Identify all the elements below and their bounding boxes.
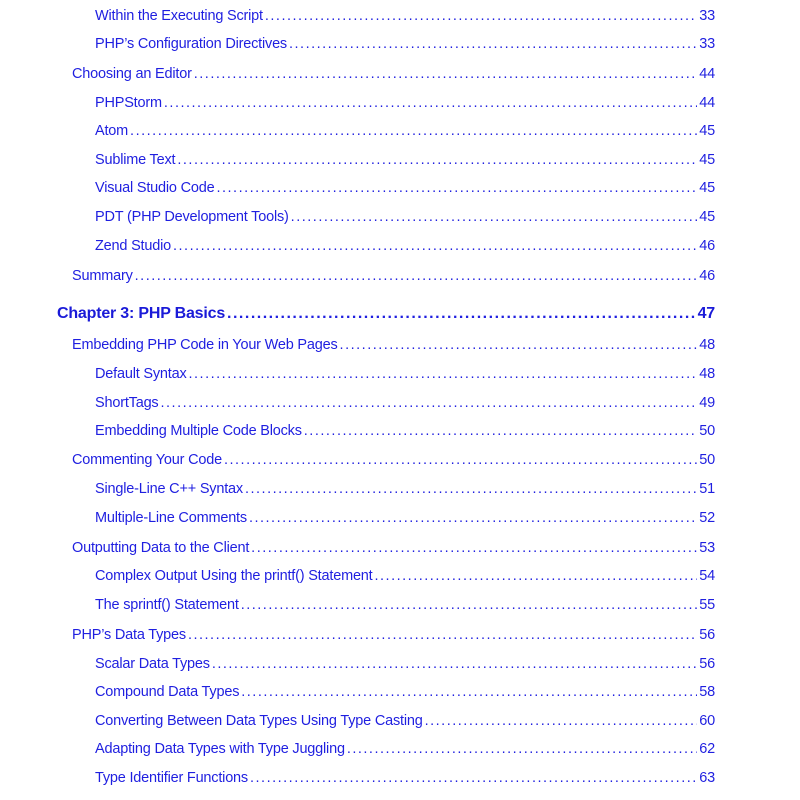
toc-entry-atom[interactable] (95, 122, 715, 140)
toc-entry-page: 46 (699, 268, 715, 284)
dot-leader (194, 65, 697, 83)
toc-entry-title: The sprintf() Statement (95, 597, 239, 613)
toc-entry-title: Zend Studio (95, 238, 171, 254)
toc-entry-zend-studio[interactable] (95, 237, 715, 255)
toc-entry-default-syntax[interactable] (95, 365, 715, 383)
dot-leader (241, 596, 697, 614)
toc-entry-configuration-directives[interactable] (95, 35, 715, 53)
dot-leader (241, 683, 697, 701)
dot-leader (130, 122, 697, 140)
toc-entry-sublime-text[interactable] (95, 151, 715, 169)
toc-entry-title: Commenting Your Code (72, 452, 222, 468)
toc-entry-title: PHPStorm (95, 95, 162, 111)
dot-leader (173, 237, 697, 255)
toc-entry-page: 48 (699, 366, 715, 382)
toc-entry-title: Visual Studio Code (95, 180, 215, 196)
toc-entry-title: Summary (72, 268, 133, 284)
toc-entry-within-the-executing-script[interactable] (95, 7, 715, 25)
dot-leader (425, 712, 697, 730)
dot-leader (135, 267, 697, 285)
toc-entry-page: 44 (699, 66, 715, 82)
toc-entry-converting-data-types[interactable] (95, 712, 715, 730)
toc-entry-sprintf-statement[interactable] (95, 596, 715, 614)
toc-entry-page: 56 (699, 627, 715, 643)
toc-entry-page: 50 (699, 452, 715, 468)
dot-leader (289, 35, 697, 53)
toc-entry-page: 60 (699, 713, 715, 729)
toc-entry-title: Complex Output Using the printf() Statement (95, 568, 373, 584)
toc-entry-page: 48 (699, 337, 715, 353)
toc-entry-page: 45 (699, 209, 715, 225)
toc-entry-title: Embedding Multiple Code Blocks (95, 423, 302, 439)
toc-entry-title: Converting Between Data Types Using Type Casting (95, 713, 423, 729)
dot-leader (291, 208, 697, 226)
toc-entry-page: 49 (699, 395, 715, 411)
toc-entry-title: Within the Executing Script (95, 8, 263, 24)
dot-leader (265, 7, 697, 25)
toc-entry-page: 53 (699, 540, 715, 556)
toc-entry-php-data-types[interactable] (72, 626, 715, 644)
toc-entry-title: Compound Data Types (95, 684, 240, 700)
toc-entry-title: Type Identifier Functions (95, 770, 248, 786)
toc-entry-title: Sublime Text (95, 152, 176, 168)
dot-leader (375, 567, 698, 585)
toc-entry-page: 45 (699, 152, 715, 168)
toc-entry-choosing-an-editor[interactable] (72, 65, 715, 83)
dot-leader (251, 539, 697, 557)
toc-entry-title: PHP’s Data Types (72, 627, 186, 643)
toc-entry-multiple-line-comments[interactable] (95, 509, 715, 527)
toc-entry-title: PHP’s Configuration Directives (95, 36, 287, 52)
dot-leader (347, 740, 697, 758)
toc-entry-summary[interactable] (72, 267, 715, 285)
toc-entry-commenting-your-code[interactable] (72, 451, 715, 469)
dot-leader (161, 394, 698, 412)
toc-entry-type-identifier-functions[interactable] (95, 769, 715, 787)
toc-entry-embedding-multiple-code-blocks[interactable] (95, 422, 715, 440)
toc-entry-shorttags[interactable] (95, 394, 715, 412)
toc-entry-page: 52 (699, 510, 715, 526)
dot-leader (227, 305, 696, 323)
dot-leader (250, 769, 697, 787)
toc-entry-title: Default Syntax (95, 366, 187, 382)
toc-entry-title: Scalar Data Types (95, 656, 210, 672)
dot-leader (212, 655, 697, 673)
toc-entry-page: 56 (699, 656, 715, 672)
toc-entry-page: 45 (699, 123, 715, 139)
dot-leader (188, 626, 697, 644)
toc-entry-page: 45 (699, 180, 715, 196)
toc-entry-complex-output-printf[interactable] (95, 567, 715, 585)
dot-leader (216, 179, 697, 197)
toc-entry-page: 58 (699, 684, 715, 700)
toc-entry-page: 44 (699, 95, 715, 111)
dot-leader (249, 509, 697, 527)
toc-entry-page: 62 (699, 741, 715, 757)
toc-entry-title: Adapting Data Types with Type Juggling (95, 741, 345, 757)
toc-entry-page: 46 (699, 238, 715, 254)
dot-leader (245, 480, 697, 498)
toc-entry-title: PDT (PHP Development Tools) (95, 209, 289, 225)
dot-leader (164, 94, 697, 112)
toc-chapter-3-php-basics[interactable] (57, 305, 715, 323)
toc-entry-page: 54 (699, 568, 715, 584)
toc-entry-page: 33 (699, 36, 715, 52)
toc-entry-page: 55 (699, 597, 715, 613)
toc-entry-page: 63 (699, 770, 715, 786)
toc-entry-title: Embedding PHP Code in Your Web Pages (72, 337, 338, 353)
toc-entry-title: Outputting Data to the Client (72, 540, 250, 556)
toc-entry-title: ShortTags (95, 395, 159, 411)
toc-entry-page: 51 (699, 481, 715, 497)
toc-chapter-page: 47 (697, 305, 715, 322)
toc-entry-page: 33 (699, 8, 715, 24)
toc-entry-title: Choosing an Editor (72, 66, 192, 82)
toc-entry-type-juggling[interactable] (95, 740, 715, 758)
toc-entry-phpstorm[interactable] (95, 94, 715, 112)
toc-entry-page: 50 (699, 423, 715, 439)
dot-leader (340, 336, 697, 354)
toc-entry-title: Atom (95, 123, 129, 139)
toc-entry-outputting-data[interactable] (72, 539, 715, 557)
toc-entry-pdt[interactable] (95, 208, 715, 226)
toc-entry-embedding-php-code[interactable] (72, 336, 715, 354)
dot-leader (189, 365, 698, 383)
toc-entry-single-line-syntax[interactable] (95, 480, 715, 498)
toc-entry-visual-studio-code[interactable] (95, 179, 715, 197)
dot-leader (224, 451, 697, 469)
toc-entry-title: Multiple-Line Comments (95, 510, 247, 526)
toc-chapter-title: Chapter 3: PHP Basics (57, 305, 226, 322)
toc-entry-title: Single-Line C++ Syntax (95, 481, 243, 497)
toc-entry-compound-data-types[interactable] (95, 683, 715, 701)
dot-leader (177, 151, 697, 169)
dot-leader (304, 422, 697, 440)
toc-entry-scalar-data-types[interactable] (95, 655, 715, 673)
